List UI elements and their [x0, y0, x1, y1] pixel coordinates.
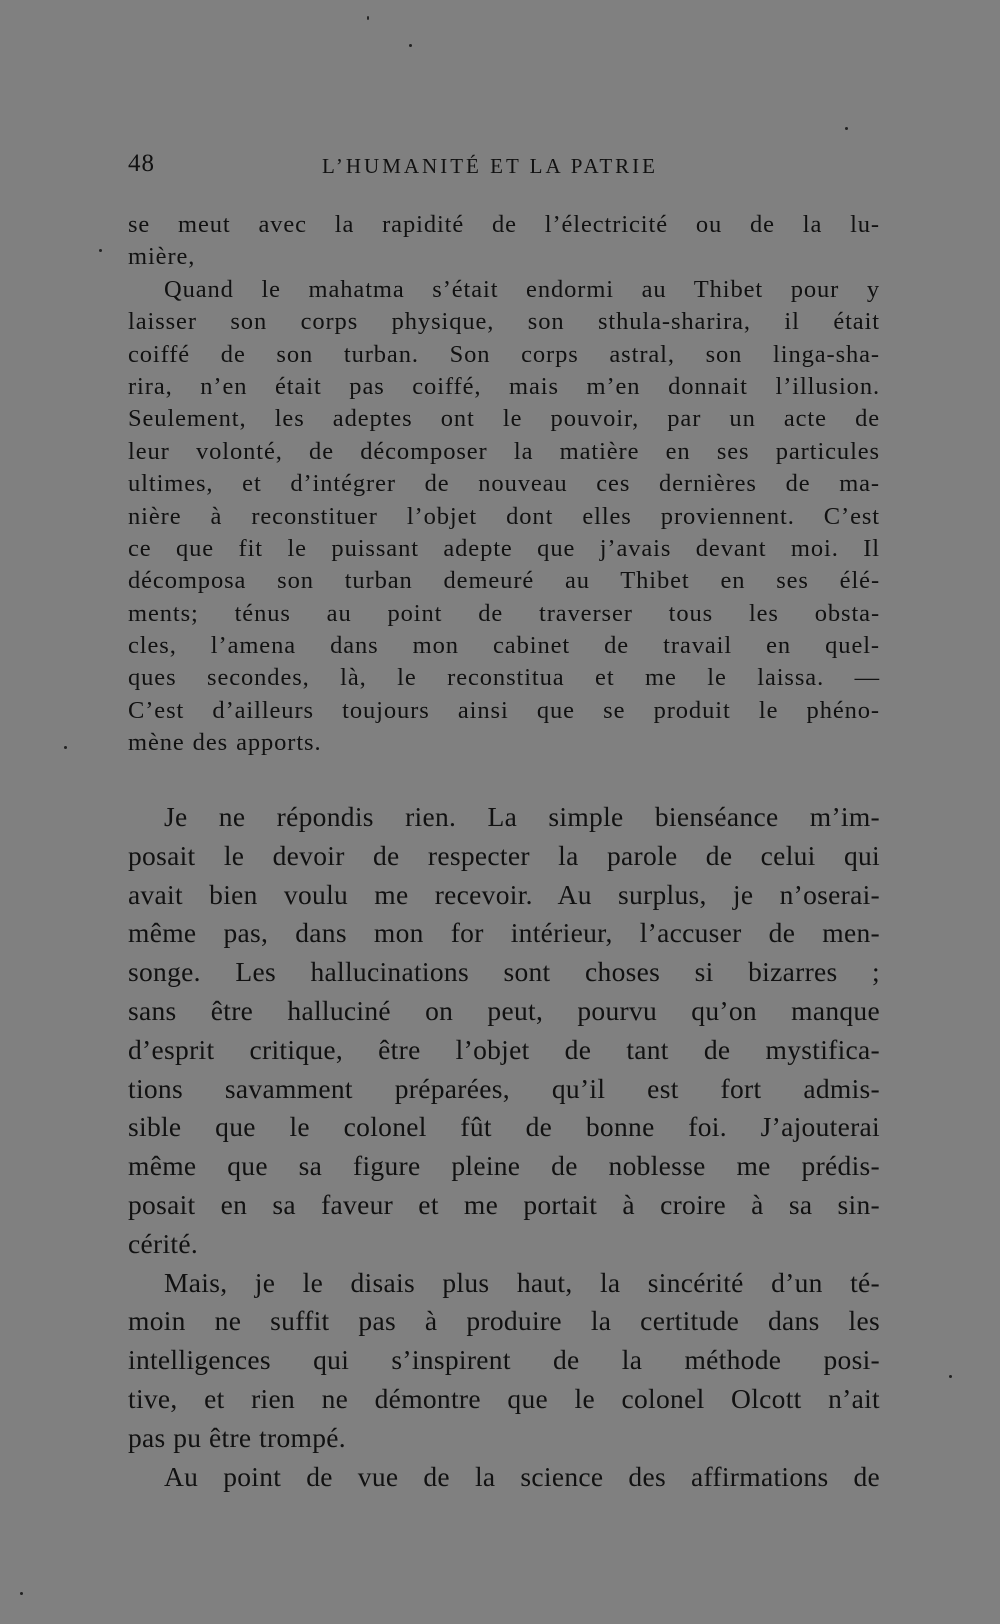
- body-text-line: sible que le colonel fût de bonne foi. J’ajouterai: [128, 1111, 880, 1143]
- quote-text-line: coiffé de son turban. Son corps astral, son linga-sha-: [128, 340, 880, 368]
- body-text-line: songe. Les hallucinations sont choses si bizarres ;: [128, 956, 880, 988]
- body-text-line: moin ne suffit pas à produire la certitude dans les: [128, 1305, 880, 1337]
- body-text-line: même que sa figure pleine de noblesse me prédis-: [128, 1150, 880, 1182]
- running-title: L’HUMANITÉ ET LA PATRIE: [322, 154, 658, 178]
- quote-text-line: Seulement, les adeptes ont le pouvoir, par un acte de: [128, 405, 880, 433]
- scan-speck: [64, 746, 67, 749]
- body-text-line: tive, et rien ne démontre que le colonel Olcott n’ait: [128, 1382, 880, 1414]
- quote-text-line: ce que fit le puissant adepte que j’avais devant moi. Il: [128, 534, 880, 562]
- body-text-line: Au point de vue de la science des affirmations de: [164, 1460, 880, 1492]
- scan-speck: [949, 1375, 952, 1378]
- quote-text-line: laisser son corps physique, son sthula-sharira, il était: [128, 308, 880, 336]
- quoted-passage: [128, 209, 880, 760]
- quote-text-line: décomposa son turban demeuré au Thibet en ses élé-: [128, 567, 880, 595]
- body-text-line: intelligences qui s’inspirent de la méthode posi-: [128, 1344, 880, 1376]
- main-text: [128, 798, 880, 1496]
- quote-text-line: ques secondes, là, le reconstitua et me le laissa. —: [128, 664, 880, 692]
- quote-text-line: ultimes, et d’intégrer de nouveau ces dernières de ma-: [128, 470, 880, 498]
- body-text-line: Mais, je le disais plus haut, la sincérité d’un té-: [164, 1266, 880, 1298]
- quote-text-line: C’est d’ailleurs toujours ainsi que se produit le phéno-: [128, 696, 880, 724]
- page-header: [128, 150, 880, 186]
- body-text-line: d’esprit critique, être l’objet de tant de mystifica-: [128, 1033, 880, 1065]
- body-text-line: cérité.: [128, 1227, 199, 1259]
- body-text-line: Je ne répondis rien. La simple bienséance m’im-: [164, 801, 880, 832]
- body-text-line: pas pu être trompé.: [128, 1421, 346, 1453]
- quote-text-line: rira, n’en était pas coiffé, mais m’en donnait l’illusion.: [128, 372, 880, 400]
- quote-text-line: mière,: [128, 243, 196, 271]
- body-text-line: posait en sa faveur et me portait à croire à sa sin-: [128, 1188, 880, 1220]
- quote-text-line: leur volonté, de décomposer la matière en ses particules: [128, 437, 880, 465]
- scan-speck: [367, 16, 369, 20]
- body-text-line: même pas, dans mon for intérieur, l’accuser de men-: [128, 917, 880, 949]
- quote-text-line: Quand le mahatma s’était endormi au Thibet pour y: [164, 275, 880, 303]
- page-number: 48: [128, 150, 155, 177]
- body-text-line: posait le devoir de respecter la parole de celui qui: [128, 839, 880, 871]
- body-text-line: tions savamment préparées, qu’il est fort admis-: [128, 1072, 880, 1104]
- scan-speck: [99, 249, 102, 252]
- body-text-line: avait bien voulu me recevoir. Au surplus, je n’oserai-: [128, 878, 880, 910]
- scan-speck: [845, 127, 848, 130]
- quote-text-line: cles, l’amena dans mon cabinet de travail en quel-: [128, 632, 880, 660]
- quote-text-line: se meut avec la rapidité de l’électricité ou de la lu-: [128, 211, 880, 238]
- quote-text-line: nière à reconstituer l’objet dont elles proviennent. C’est: [128, 502, 880, 530]
- scan-speck: [20, 1592, 23, 1595]
- quote-text-line: ments; ténus au point de traverser tous les obsta-: [128, 599, 880, 627]
- quote-text-line: mène des apports.: [128, 729, 322, 757]
- body-text-line: sans être halluciné on peut, pourvu qu’on manque: [128, 994, 880, 1026]
- scan-speck: [409, 44, 412, 47]
